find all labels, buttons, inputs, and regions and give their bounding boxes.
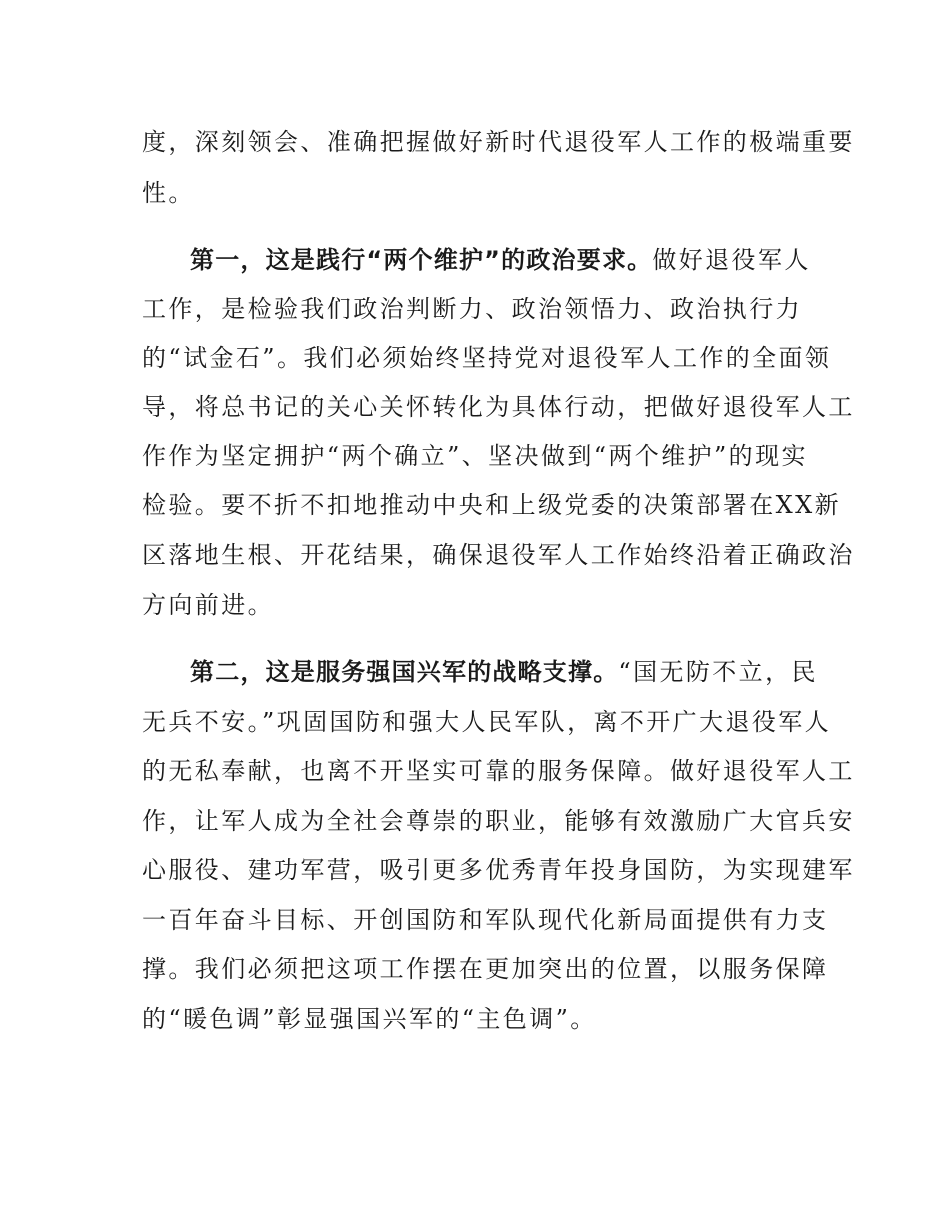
paragraph-line: 撑。我们必须把这项工作摆在更加突出的位置，以服务保障	[142, 955, 829, 983]
paragraph-text: 做好退役军人	[652, 246, 811, 274]
paragraph-line: 的“试金石”。我们必须始终坚持党对退役军人工作的全面领	[142, 344, 832, 372]
paragraph-line: 一百年奋斗目标、开创国防和军队现代化新局面提供有力支	[142, 906, 829, 934]
paragraph-first-line	[190, 245, 822, 275]
paragraph-line: 的“暖色调”彰显强国兴军的“主色调”。	[142, 1005, 597, 1033]
paragraph-line: 作，让军人成为全社会尊崇的职业，能够有效激励广大官兵安	[142, 807, 855, 835]
paragraph-line: 度，深刻领会、准确把握做好新时代退役军人工作的极端重要	[142, 128, 855, 156]
paragraph-text: “国无防不立，民	[618, 658, 818, 686]
paragraph-heading: 第二，这是服务强国兴军的战略支撑。	[190, 658, 619, 686]
paragraph-line: 无兵不安。”巩固国防和强大人民军队，离不开广大退役军人	[142, 708, 832, 736]
paragraph-line: 工作，是检验我们政治判断力、政治领悟力、政治执行力	[142, 295, 802, 323]
paragraph-line: 性。	[142, 179, 195, 207]
paragraph-line: 心服役、建功军营，吸引更多优秀青年投身国防，为实现建军	[142, 856, 855, 884]
paragraph-line: 方向前进。	[142, 591, 274, 619]
paragraph-line: 检验。要不折不扣地推动中央和上级党委的决策部署在XX新	[142, 491, 841, 519]
paragraph-line: 导，将总书记的关心关怀转化为具体行动，把做好退役军人工	[142, 393, 855, 421]
paragraph-heading: 第一，这是践行“两个维护”的政治要求。	[190, 246, 653, 274]
paragraph-first-line	[190, 657, 822, 687]
paragraph-line: 的无私奉献，也离不开坚实可靠的服务保障。做好退役军人工	[142, 757, 855, 785]
paragraph-line: 区落地生根、开花结果，确保退役军人工作始终沿着正确政治	[142, 541, 855, 569]
paragraph-line: 作作为坚定拥护“两个确立”、坚决做到“两个维护”的现实	[142, 442, 808, 470]
